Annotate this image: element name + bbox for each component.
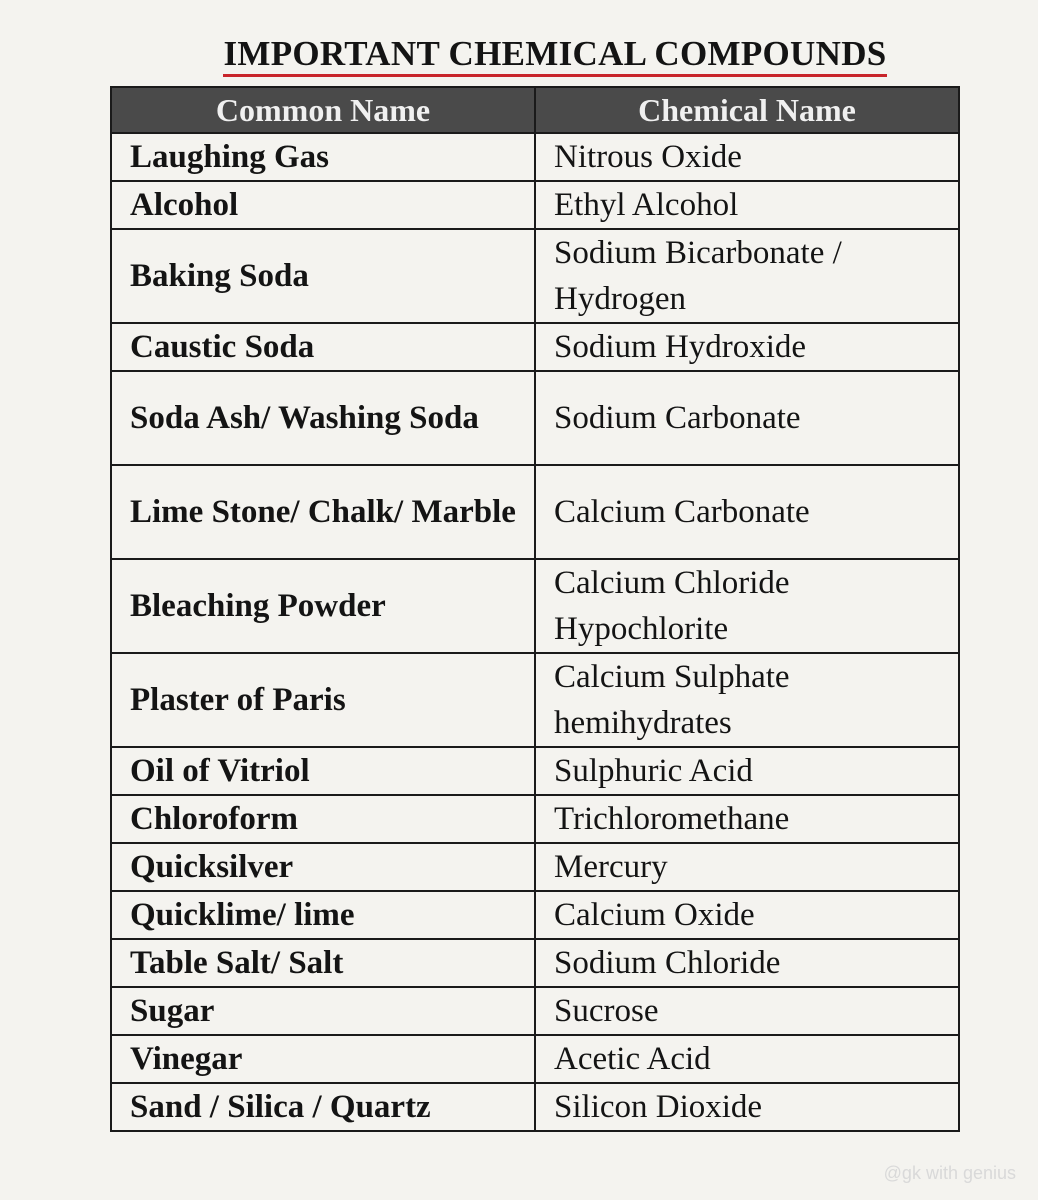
chemical-name-cell: Sulphuric Acid [535, 747, 959, 795]
table-row [111, 133, 959, 181]
common-name-cell: Caustic Soda [111, 323, 535, 371]
chemical-name-cell: Nitrous Oxide [535, 133, 959, 181]
common-name-cell: Soda Ash/ Washing Soda [111, 371, 535, 465]
table-row [111, 1035, 959, 1083]
common-name-cell: Quicksilver [111, 843, 535, 891]
chemical-name-cell: Calcium Sulphate hemihydrates [535, 653, 959, 747]
chemical-name-cell: Calcium Chloride Hypochlorite [535, 559, 959, 653]
table-row [111, 747, 959, 795]
chemical-name-cell: Calcium Oxide [535, 891, 959, 939]
watermark: @gk with genius [883, 1163, 1016, 1183]
table-header-row [111, 87, 959, 133]
common-name-cell: Alcohol [111, 181, 535, 229]
chemical-name-cell: Acetic Acid [535, 1035, 959, 1083]
table-row [111, 891, 959, 939]
common-name-cell: Baking Soda [111, 229, 535, 323]
common-name-cell: Laughing Gas [111, 133, 535, 181]
chemical-name-cell: Silicon Dioxide [535, 1083, 959, 1131]
common-name-cell: Lime Stone/ Chalk/ Marble [111, 465, 535, 559]
chemical-name-cell: Mercury [535, 843, 959, 891]
header-chemical-name: Chemical Name [535, 87, 959, 133]
chemical-name-cell: Ethyl Alcohol [535, 181, 959, 229]
table-row [111, 939, 959, 987]
chemical-name-cell: Sucrose [535, 987, 959, 1035]
table-row [111, 795, 959, 843]
chemical-name-cell: Sodium Hydroxide [535, 323, 959, 371]
table-row [111, 323, 959, 371]
common-name-cell: Sand / Silica / Quartz [111, 1083, 535, 1131]
page-title [0, 34, 1038, 74]
common-name-cell: Plaster of Paris [111, 653, 535, 747]
chemical-name-cell: Sodium Chloride [535, 939, 959, 987]
common-name-cell: Table Salt/ Salt [111, 939, 535, 987]
table-row [111, 181, 959, 229]
common-name-cell: Bleaching Powder [111, 559, 535, 653]
page-title-text: IMPORTANT CHEMICAL COMPOUNDS [223, 34, 886, 77]
common-name-cell: Sugar [111, 987, 535, 1035]
table-row [111, 987, 959, 1035]
common-name-cell: Quicklime/ lime [111, 891, 535, 939]
common-name-cell: Vinegar [111, 1035, 535, 1083]
table-row [111, 465, 959, 559]
table-row [111, 371, 959, 465]
table-row [111, 653, 959, 747]
chemical-name-cell: Trichloromethane [535, 795, 959, 843]
chemical-name-cell: Calcium Carbonate [535, 465, 959, 559]
common-name-cell: Oil of Vitriol [111, 747, 535, 795]
table-row [111, 1083, 959, 1131]
common-name-cell: Chloroform [111, 795, 535, 843]
chemical-name-cell: Sodium Bicarbonate / Hydrogen [535, 229, 959, 323]
header-common-name: Common Name [111, 87, 535, 133]
table-row [111, 843, 959, 891]
compounds-table [110, 86, 960, 1132]
table-row [111, 559, 959, 653]
table-row [111, 229, 959, 323]
table-body [111, 133, 959, 1131]
chemical-name-cell: Sodium Carbonate [535, 371, 959, 465]
